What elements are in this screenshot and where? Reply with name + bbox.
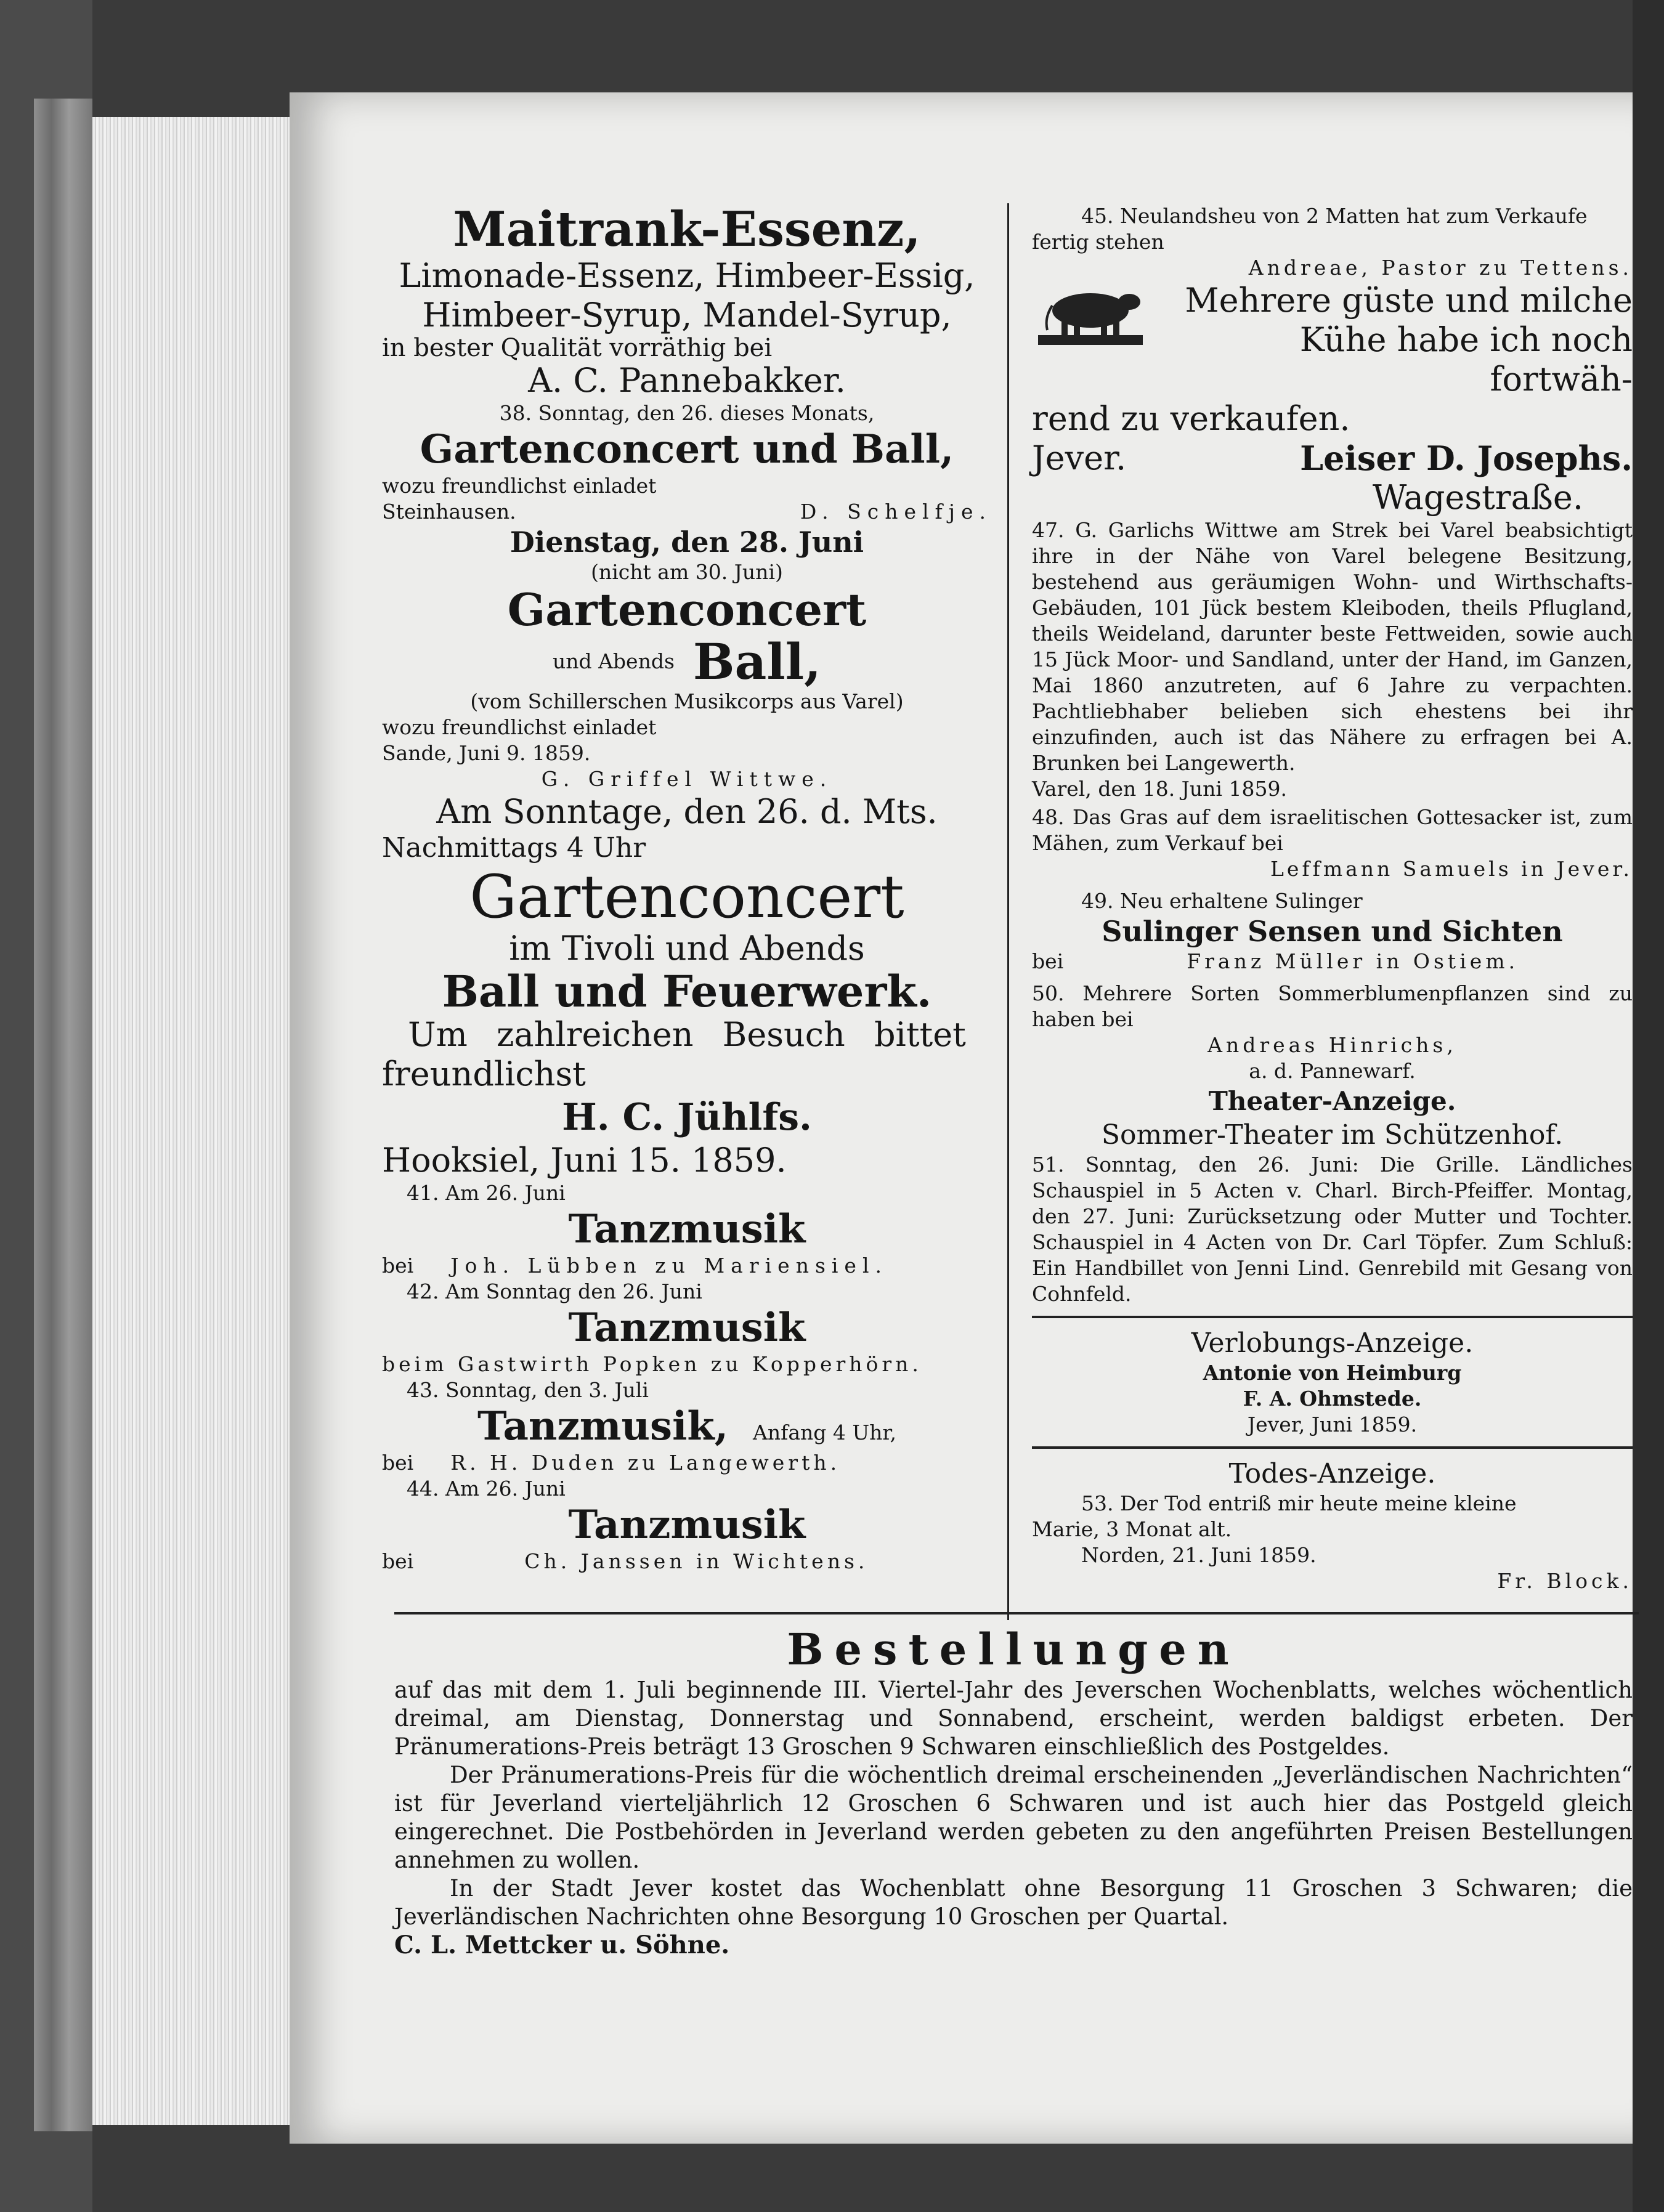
notice-paragraph: Der Pränumerations-Preis für die wöchentlich dreimal erscheinenden „Jeverländischen Nachrichten“ ist für Jeverland vierteljährlich 12 Groschen 6 Schwaren und ist auch hier das Postgeld gleich eingerechnet. Die Postbehörden in Jeverland werden gebeten zu den angeführten Preisen Bestellungen annehmen zu wollen. (394, 1762, 1633, 1873)
ad-headline: Ball und Feuerwerk. (442, 966, 932, 1017)
ad-line: im Tivoli und Abends (509, 929, 865, 968)
ad-text: 48. Das Gras auf dem israelitischen Gottesacker ist, zum Mähen, zum Verkauf bei (1032, 805, 1633, 855)
ad-headline: Gartenconcert (469, 862, 904, 931)
ad-line: Anfang 4 Uhr, (753, 1420, 897, 1444)
ad-line: 44. Am 26. Juni (407, 1477, 566, 1501)
ad-signature: Andreas Hinrichs, (1207, 1033, 1457, 1057)
column-divider (1007, 203, 1009, 1620)
ad-line: bei (382, 1254, 414, 1278)
ad-line: 53. Der Tod entriß mir heute meine kleine (1081, 1491, 1517, 1515)
ad-line: Mehrere güste und milche (1185, 281, 1633, 320)
ad-line: Hooksiel, Juni 15. 1859. (382, 1141, 787, 1180)
ad-line: Um zahlreichen Besuch bittet (408, 1015, 966, 1054)
right-column (1032, 203, 1633, 1593)
rule (1032, 1316, 1633, 1318)
ad-line: Kühe habe ich noch fortwäh- (1299, 320, 1633, 399)
notice-paragraph: In der Stadt Jever kostet das Wochenblatt ohne Besorgung 11 Groschen 3 Schwaren; die Jeverländischen Nachrichten ohne Besorgung 10 Groschen per Quartal. (394, 1875, 1633, 1930)
ad-signature: Leffmann Samuels in Jever. (1270, 857, 1633, 881)
scan-margin-right (1633, 0, 1664, 2212)
ad-line: in bester Qualität vorräthig bei (382, 334, 773, 362)
ad-line: wozu freundlichst einladet (382, 715, 657, 739)
notice-signature: C. L. Mettcker u. Söhne. (394, 1930, 730, 1959)
cow-icon (1032, 281, 1149, 349)
ad-signature: R. H. Duden zu Langewerth. (450, 1451, 841, 1475)
ad-headline: Sulinger Sensen und Sichten (1102, 915, 1563, 948)
ad-signature: beim Gastwirth Popken zu Kopperhörn. (382, 1352, 922, 1376)
ad-signature: Joh. Lübben zu Mariensiel. (450, 1254, 888, 1278)
section-title: Theater-Anzeige. (1208, 1086, 1456, 1116)
ad-line: F. A. Ohmstede. (1243, 1387, 1422, 1411)
ad-line: bei (1032, 949, 1064, 973)
section-title: Verlobungs-Anzeige. (1191, 1327, 1474, 1359)
ad-signature: G. Griffel Wittwe. (541, 767, 833, 791)
ad-line: freundlichst (382, 1055, 586, 1093)
ad-line: (nicht am 30. Juni) (591, 560, 783, 584)
notice-paragraph: auf das mit dem 1. Juli beginnende III. Viertel-Jahr des Jeverschen Wochenblatts, welches wöchentlich dreimal, am Dienstag, Donnerstag und Sonnabend, erscheint, werden baldigst erbeten. Der Pränumerations-Preis beträgt 13 Groschen 9 Schwaren einschließlich des Postgeldes. (394, 1677, 1633, 1760)
ad-line: Marie, 3 Monat alt. (1032, 1517, 1232, 1541)
ad-headline: Dienstag, den 28. Juni (509, 525, 864, 559)
page-edges (92, 117, 296, 2125)
ad-line: Jever, Juni 1859. (1247, 1412, 1418, 1436)
death-notice (1032, 1457, 1633, 1594)
ad-line: 43. Sonntag, den 3. Juli (407, 1378, 649, 1402)
ad-signature: A. C. Pannebakker. (528, 361, 846, 400)
ad-line: Norden, 21. Juni 1859. (1081, 1543, 1317, 1567)
ad-line: rend zu verkaufen. (1032, 399, 1350, 438)
ad-headline: Tanzmusik, (477, 1403, 729, 1449)
ad-line: 49. Neu erhaltene Sulinger (1081, 889, 1363, 913)
ad-place: Steinhausen. (382, 500, 516, 524)
ad-line: Himbeer-Syrup, Mandel-Syrup, (422, 296, 952, 334)
ad-41 (382, 1180, 992, 1279)
engagement-notice (1032, 1327, 1633, 1438)
ad-headline: Tanzmusik (568, 1206, 806, 1252)
ad-headline: Gartenconcert und Ball, (420, 426, 954, 472)
ad-line: Sande, Juni 9. 1859. (382, 741, 591, 765)
ad-headline: Ball, (692, 633, 821, 691)
ad-signature: D. Schelfje. (800, 500, 992, 524)
ad-headline: Maitrank-Essenz, (453, 201, 921, 257)
ad-line: 42. Am Sonntag den 26. Juni (407, 1279, 702, 1303)
book-spine (34, 99, 92, 2131)
ad-47 (1032, 517, 1633, 802)
ad-tivoli (382, 792, 992, 1180)
theater-notice (1032, 1084, 1633, 1307)
rule (394, 1612, 1639, 1614)
ad-line: Wagestraße. (1372, 478, 1583, 517)
ad-46 (1032, 281, 1633, 517)
ad-line: 45. Neulandsheu von 2 Matten hat zum Verkaufe (1081, 204, 1588, 228)
ad-line: wozu freundlichst einladet (382, 474, 657, 498)
rule (1032, 1446, 1633, 1449)
left-column (382, 203, 992, 1577)
ad-place: Jever. (1032, 439, 1127, 477)
ad-line: Varel, den 18. Juni 1859. (1032, 777, 1287, 801)
ad-signature: Andreae, Pastor zu Tettens. (1248, 256, 1633, 280)
ad-line: und Abends (552, 649, 675, 673)
ad-42 (382, 1279, 992, 1377)
ad-line: (vom Schillerschen Musikcorps aus Varel) (470, 689, 904, 713)
ad-38 (382, 400, 992, 525)
ad-50 (1032, 981, 1633, 1084)
ad-text: 47. G. Garlichs Wittwe am Strek bei Varel beabsichtigt ihre in der Nähe von Varel belegene Besitzung, bestehend aus geräumigen Wohn- und Wirthschafts-Gebäuden, 101 Jück bestem Kleiboden, theils Pflugland, theils Weideland, darunter beste Fettweiden, sowie auch 15 Jück Moor- und Sandland, unter der Hand, im Ganzen, Mai 1860 anzutreten, auf 6 Jahre zu verpachten. Pachtliebhaber belieben sich ehestens bei ihr einzufinden, auch ist das Nähere zu erfragen bei A. Brunken bei Langewerth. (1032, 518, 1633, 775)
ad-45 (1032, 203, 1633, 281)
ad-headline: Gartenconcert (507, 583, 867, 636)
ad-line: Nachmittags 4 Uhr (382, 832, 646, 864)
notice-title: Bestellungen (787, 1624, 1240, 1675)
ad-49 (1032, 888, 1633, 974)
ad-line: Antonie von Heimburg (1203, 1361, 1462, 1385)
ad-44 (382, 1476, 992, 1574)
ad-signature: Ch. Janssen in Wichtens. (524, 1549, 869, 1573)
ad-line: fertig stehen (1032, 230, 1164, 254)
subscription-notice (394, 1623, 1633, 1959)
ad-headline: Sommer-Theater im Schützenhof. (1101, 1119, 1564, 1151)
ad-signature: Leiser D. Josephs. (1300, 439, 1633, 478)
ad-text: 50. Mehrere Sorten Sommerblumenpflanzen sind zu haben bei (1032, 981, 1633, 1031)
ad-headline: Tanzmusik (568, 1502, 806, 1548)
section-title: Todes-Anzeige. (1228, 1458, 1436, 1489)
ad-headline: Tanzmusik (568, 1305, 806, 1351)
ad-43 (382, 1377, 992, 1476)
ad-signature: Franz Müller in Ostiem. (1187, 949, 1519, 973)
ad-line: Limonade-Essenz, Himbeer-Essig, (399, 256, 975, 295)
ad-line: Am Sonntage, den 26. d. Mts. (436, 792, 938, 831)
ad-dienstag (382, 525, 992, 792)
ad-line: 41. Am 26. Juni (407, 1181, 566, 1205)
ad-signature: Fr. Block. (1497, 1569, 1633, 1593)
ad-text: 51. Sonntag, den 26. Juni: Die Grille. Ländliches Schauspiel in 5 Acten v. Charl. Birch-Pfeiffer. Montag, den 27. Juni: Zurücksetzung oder Mutter und Tochter. Schauspiel in 4 Acten von Dr. Carl Töpfer. Zum Schluß: Ein Handbillet von Jenni Lind. Genrebild mit Gesang von Cohnfeld. (1032, 1153, 1633, 1306)
ad-line: bei (382, 1549, 414, 1573)
ad-maitrank (382, 203, 992, 400)
ad-48 (1032, 804, 1633, 882)
ad-line: a. d. Pannewarf. (1249, 1059, 1416, 1083)
ad-line: bei (382, 1451, 414, 1475)
ad-line: 38. Sonntag, den 26. dieses Monats, (499, 401, 875, 425)
ad-signature: H. C. Jühlfs. (562, 1096, 812, 1139)
